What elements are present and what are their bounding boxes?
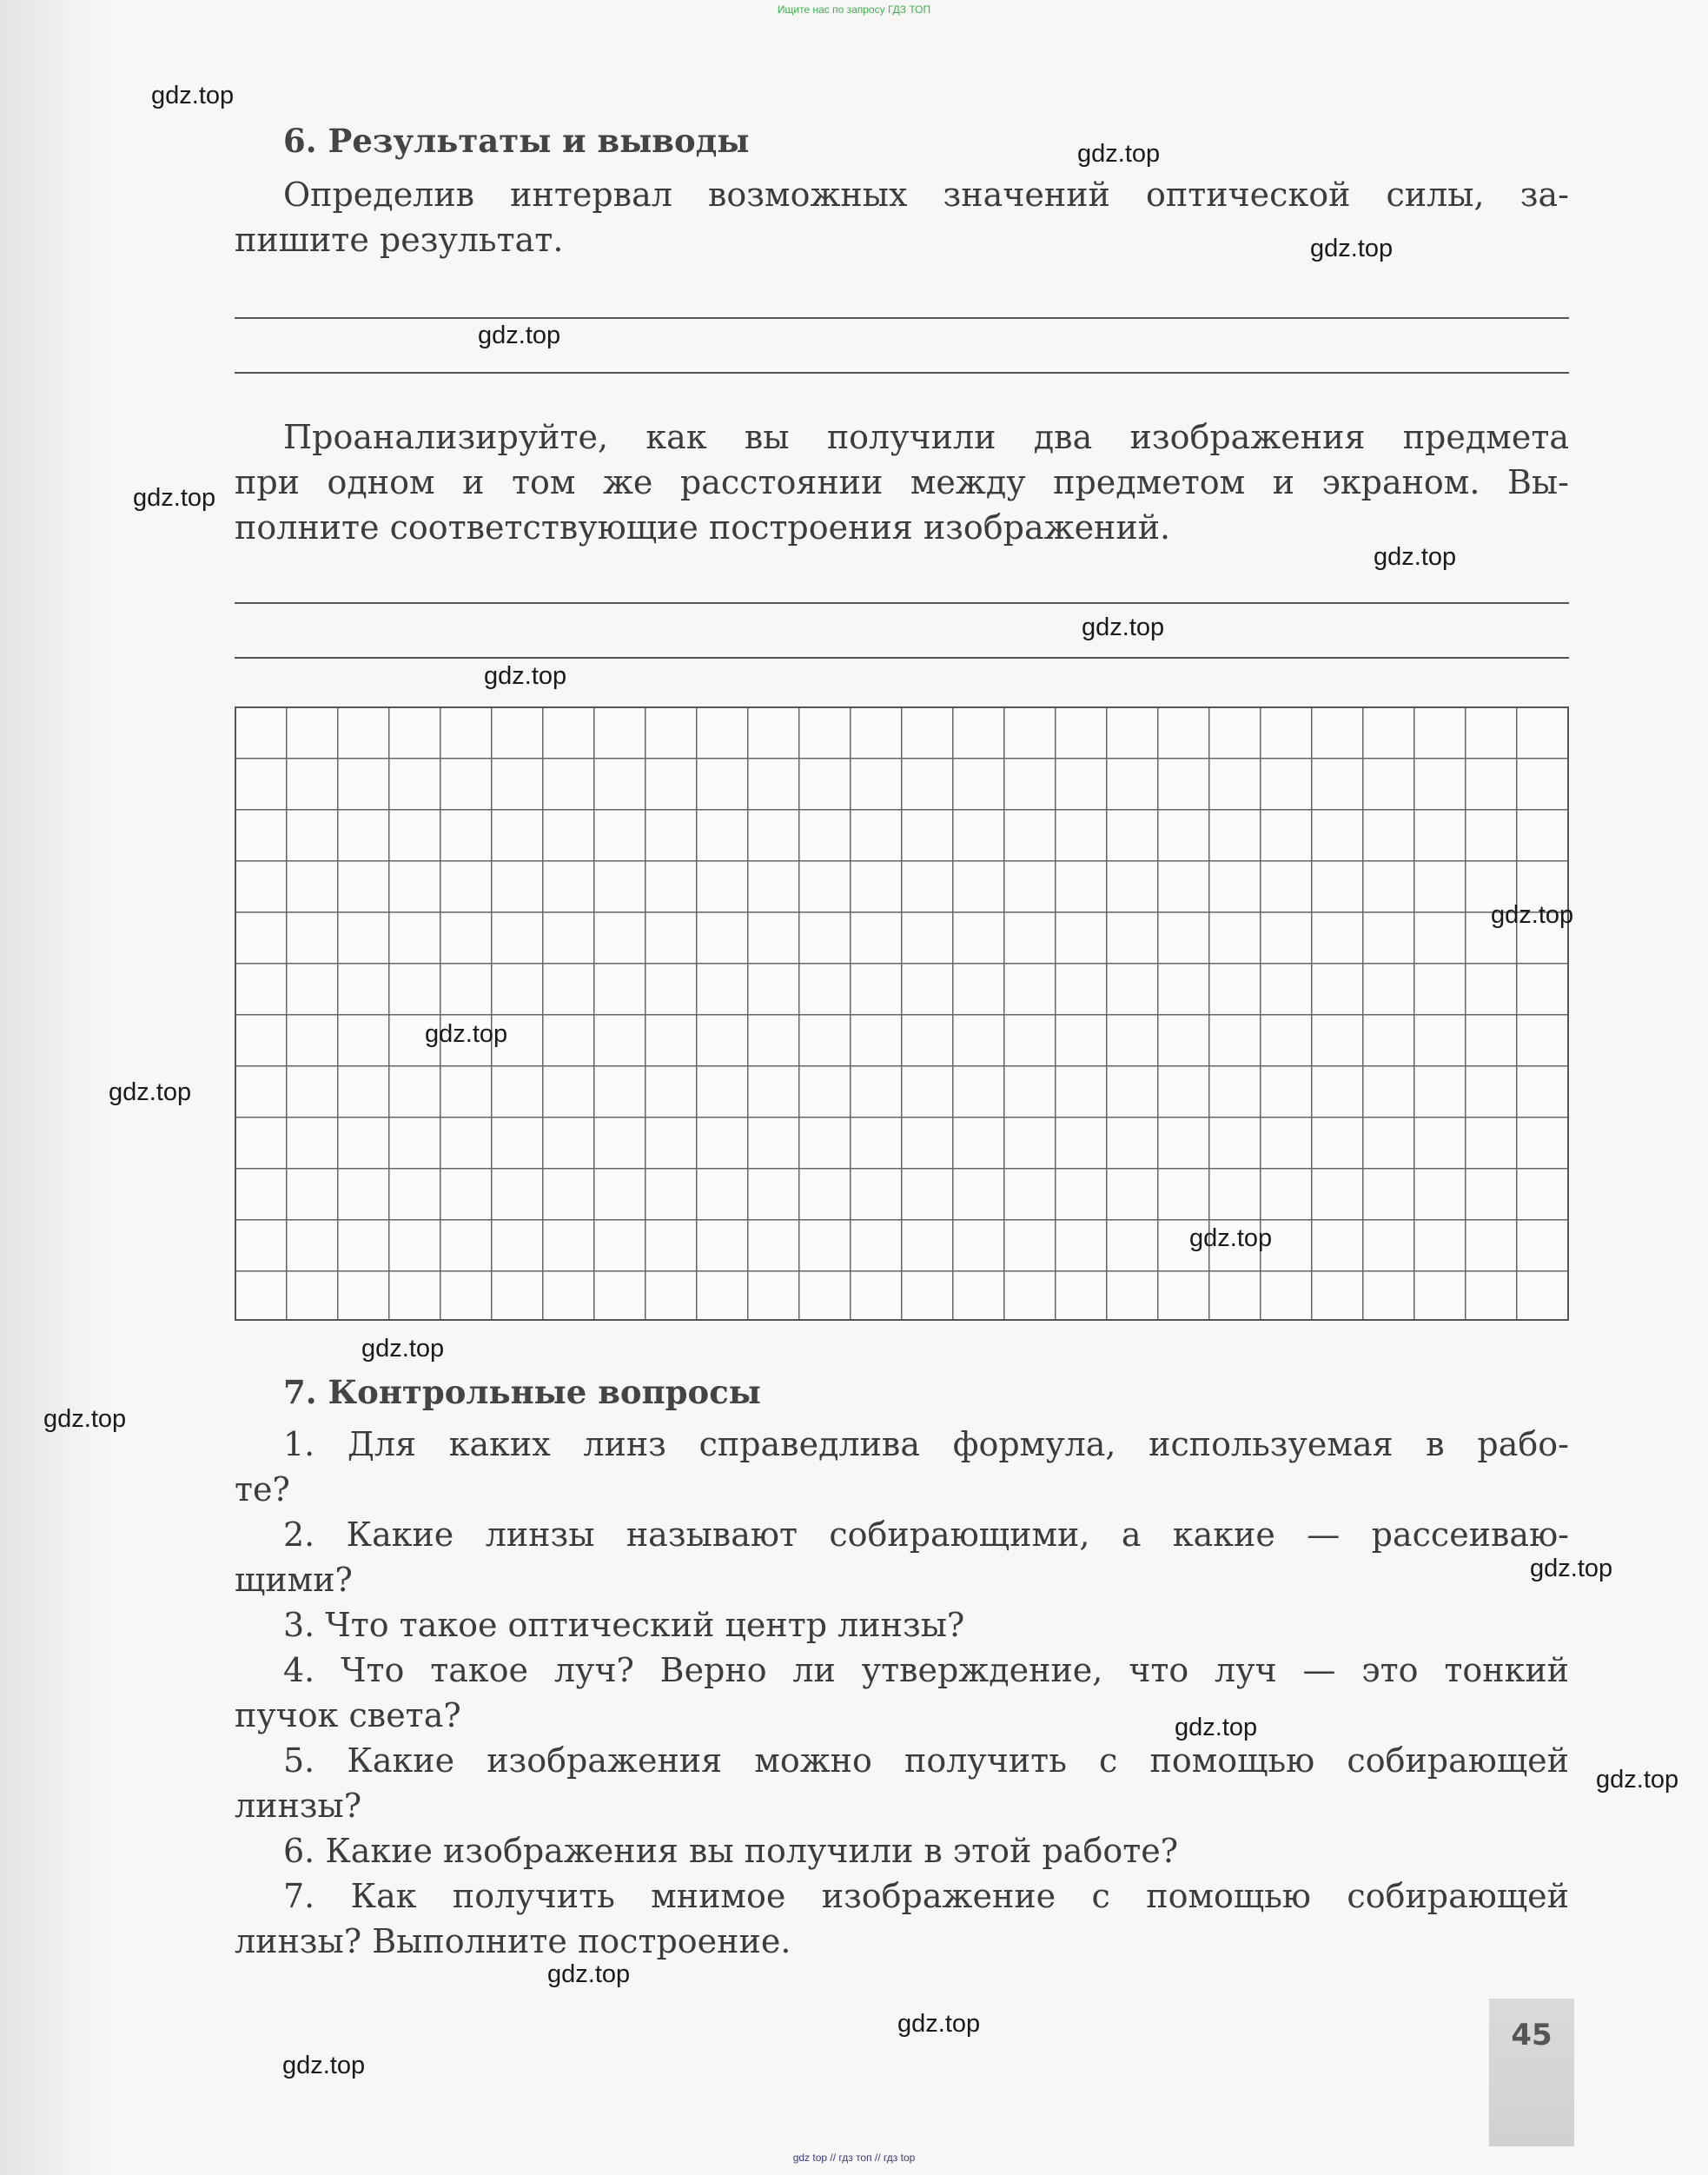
para-line: Определив интервал возможных значений оптической силы, за- [283, 176, 1569, 214]
watermark: gdz.top [151, 82, 235, 109]
section6-paragraph2 [235, 414, 1569, 550]
watermark: gdz.top [361, 1335, 445, 1363]
question-line: 3. Что такое оптический центр линзы? [283, 1606, 965, 1644]
para-line: полните соответствующие построения изображений. [235, 508, 1171, 547]
watermark: gdz.top [1077, 140, 1161, 168]
question-line: щими? [235, 1561, 353, 1599]
questions-list [235, 1422, 1569, 1964]
watermark: gdz.top [1530, 1555, 1613, 1582]
question-item [235, 1648, 1569, 1738]
answer-line [235, 602, 1569, 604]
bottom-banner[interactable]: gdz top // гдз топ // гдз top [792, 2152, 916, 2164]
question-item [235, 1873, 1569, 1964]
watermark: gdz.top [282, 2052, 366, 2079]
watermark: gdz.top [1374, 543, 1457, 571]
question-line: линзы? Выполните построение. [235, 1922, 791, 1960]
watermark: gdz.top [43, 1405, 127, 1433]
watermark: gdz.top [1189, 1224, 1273, 1252]
watermark: gdz.top [484, 662, 567, 690]
watermark: gdz.top [547, 1960, 631, 1988]
watermark: gdz.top [1596, 1766, 1679, 1794]
question-line: 5. Какие изображения можно получить с помощью собирающей [283, 1741, 1569, 1780]
answer-line [235, 317, 1569, 319]
question-line: пучок света? [235, 1696, 461, 1734]
watermark: gdz.top [1082, 613, 1165, 641]
question-item [235, 1512, 1569, 1602]
page-number: 45 [1511, 2018, 1552, 2052]
question-line: те? [235, 1470, 290, 1509]
question-item [235, 1602, 1569, 1648]
section7-heading: 7. Контрольные вопросы [283, 1373, 761, 1411]
page-fold-shadow [0, 0, 113, 2175]
drawing-grid [235, 706, 1569, 1321]
watermark: gdz.top [1175, 1714, 1258, 1741]
para-line: при одном и том же расстоянии между предметом и экраном. Вы- [235, 463, 1569, 501]
watermark: gdz.top [1491, 901, 1574, 929]
question-line: линзы? [235, 1787, 362, 1825]
answer-line [235, 657, 1569, 659]
question-line: 4. Что такое луч? Верно ли утверждение, что луч — это тонкий [283, 1651, 1569, 1689]
section6-heading: 6. Результаты и выводы [283, 122, 750, 160]
watermark: gdz.top [478, 322, 561, 349]
question-line: 1. Для каких линз справедлива формула, используемая в рабо- [283, 1425, 1569, 1463]
watermark: gdz.top [897, 2010, 981, 2038]
watermark: gdz.top [425, 1020, 508, 1048]
watermark: gdz.top [1310, 235, 1394, 262]
answer-line [235, 372, 1569, 374]
question-line: 2. Какие линзы называют собирающими, а какие — рассеиваю- [283, 1515, 1569, 1554]
watermark: gdz.top [133, 484, 216, 512]
question-line: 7. Как получить мнимое изображение с помощью собирающей [283, 1877, 1569, 1915]
question-item [235, 1422, 1569, 1512]
question-line: 6. Какие изображения вы получили в этой работе? [283, 1832, 1179, 1870]
watermark: gdz.top [109, 1078, 192, 1106]
question-item [235, 1738, 1569, 1828]
para-line: Проанализируйте, как вы получили два изображения предмета [283, 418, 1569, 456]
top-banner[interactable]: Ищите нас по запросу ГДЗ ТОП [777, 3, 931, 16]
para-line: пишите результат. [235, 221, 564, 259]
question-item [235, 1828, 1569, 1873]
